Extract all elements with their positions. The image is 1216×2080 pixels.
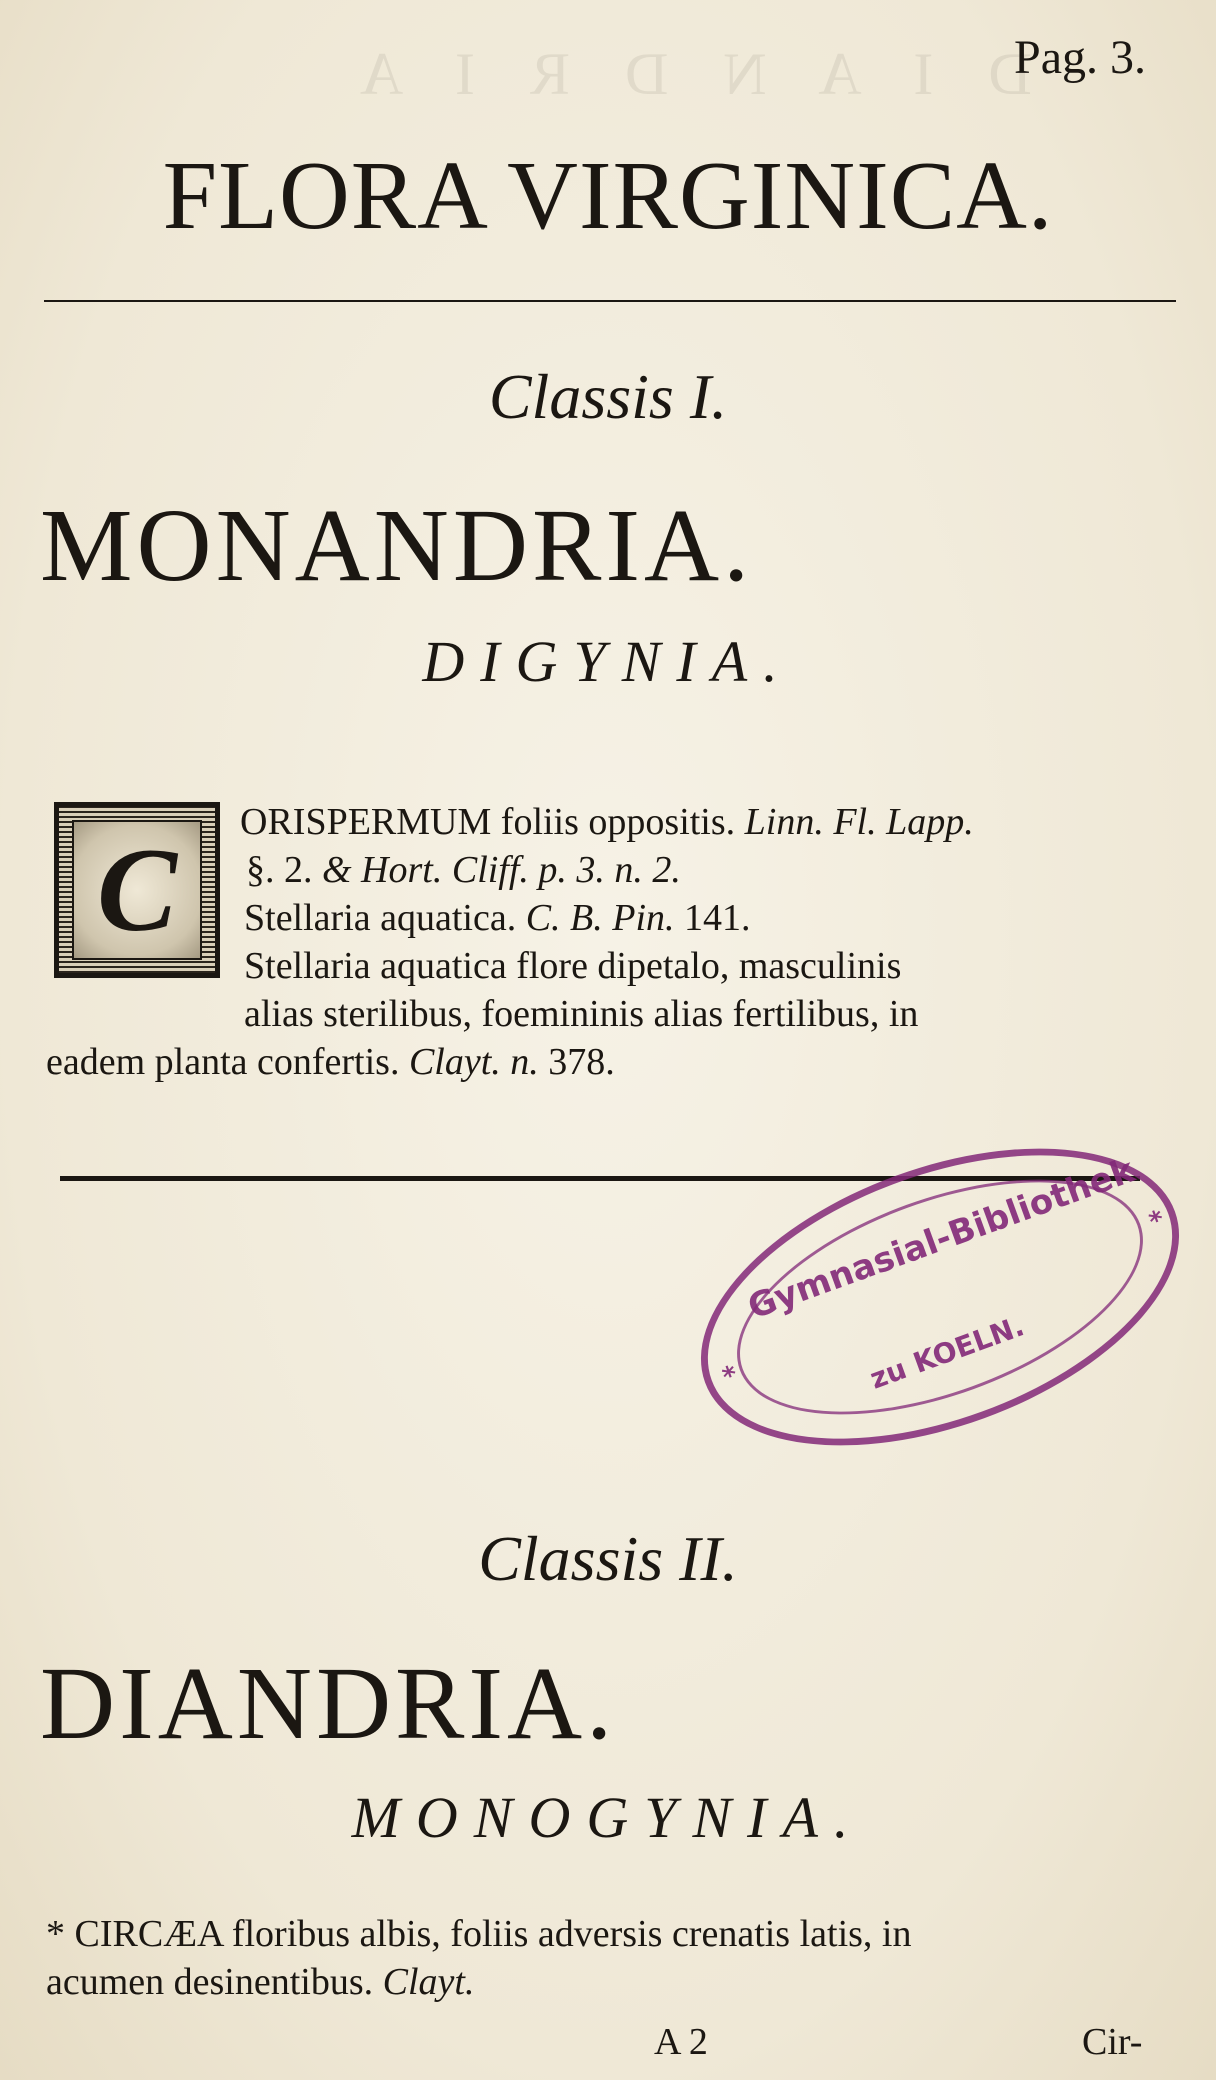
entry2-line-1: * CIRCÆA floribus albis, foliis adversis crenatis latis, in — [46, 1913, 912, 1955]
class-name-2: DIANDRIA. — [40, 1646, 617, 1761]
order-name-2: MONOGYNIA. — [351, 1785, 865, 1850]
bleed-through-heading: D I A N D R I A — [340, 41, 1032, 107]
stamp-star-right: * — [1145, 1204, 1169, 1238]
entry1-line-6: eadem planta confertis. Clayt. n. 378. — [46, 1041, 615, 1083]
entry1-line-2: §. 2. & Hort. Cliff. p. 3. n. 2. — [246, 849, 681, 891]
stamp-text-top: Gymnasial-Bibliothek — [742, 1150, 1140, 1328]
order-name-1: DIGYNIA. — [422, 629, 794, 694]
catchword: Cir- — [1082, 2021, 1143, 2063]
signature-mark: A 2 — [654, 2021, 708, 2063]
entry1-line-1: ORISPERMUM foliis oppositis. Linn. Fl. Lapp. — [240, 801, 974, 843]
decorated-initial — [54, 802, 220, 978]
page-title: FLORA VIRGINICA. — [162, 142, 1054, 250]
entry1-line-5: alias sterilibus, foemininis alias fertilibus, in — [244, 993, 919, 1035]
class-heading-1: Classis I. — [488, 361, 728, 432]
stamp-star-left: * — [718, 1360, 742, 1393]
entry1-line-3: Stellaria aquatica. C. B. Pin. 141. — [244, 897, 751, 939]
page-number: Pag. 3. — [1014, 31, 1146, 84]
library-stamp — [661, 1090, 1216, 1503]
title-rule — [44, 300, 1176, 302]
entry2-line-2: acumen desinentibus. Clayt. — [46, 1961, 475, 2003]
class-heading-2: Classis II. — [478, 1523, 738, 1594]
entry1-line-4: Stellaria aquatica flore dipetalo, masculinis — [244, 945, 902, 987]
stamp-text-bottom: zu KOELN. — [865, 1309, 1029, 1396]
class-name-1: MONANDRIA. — [40, 488, 754, 603]
initial-letter: C — [96, 823, 178, 956]
